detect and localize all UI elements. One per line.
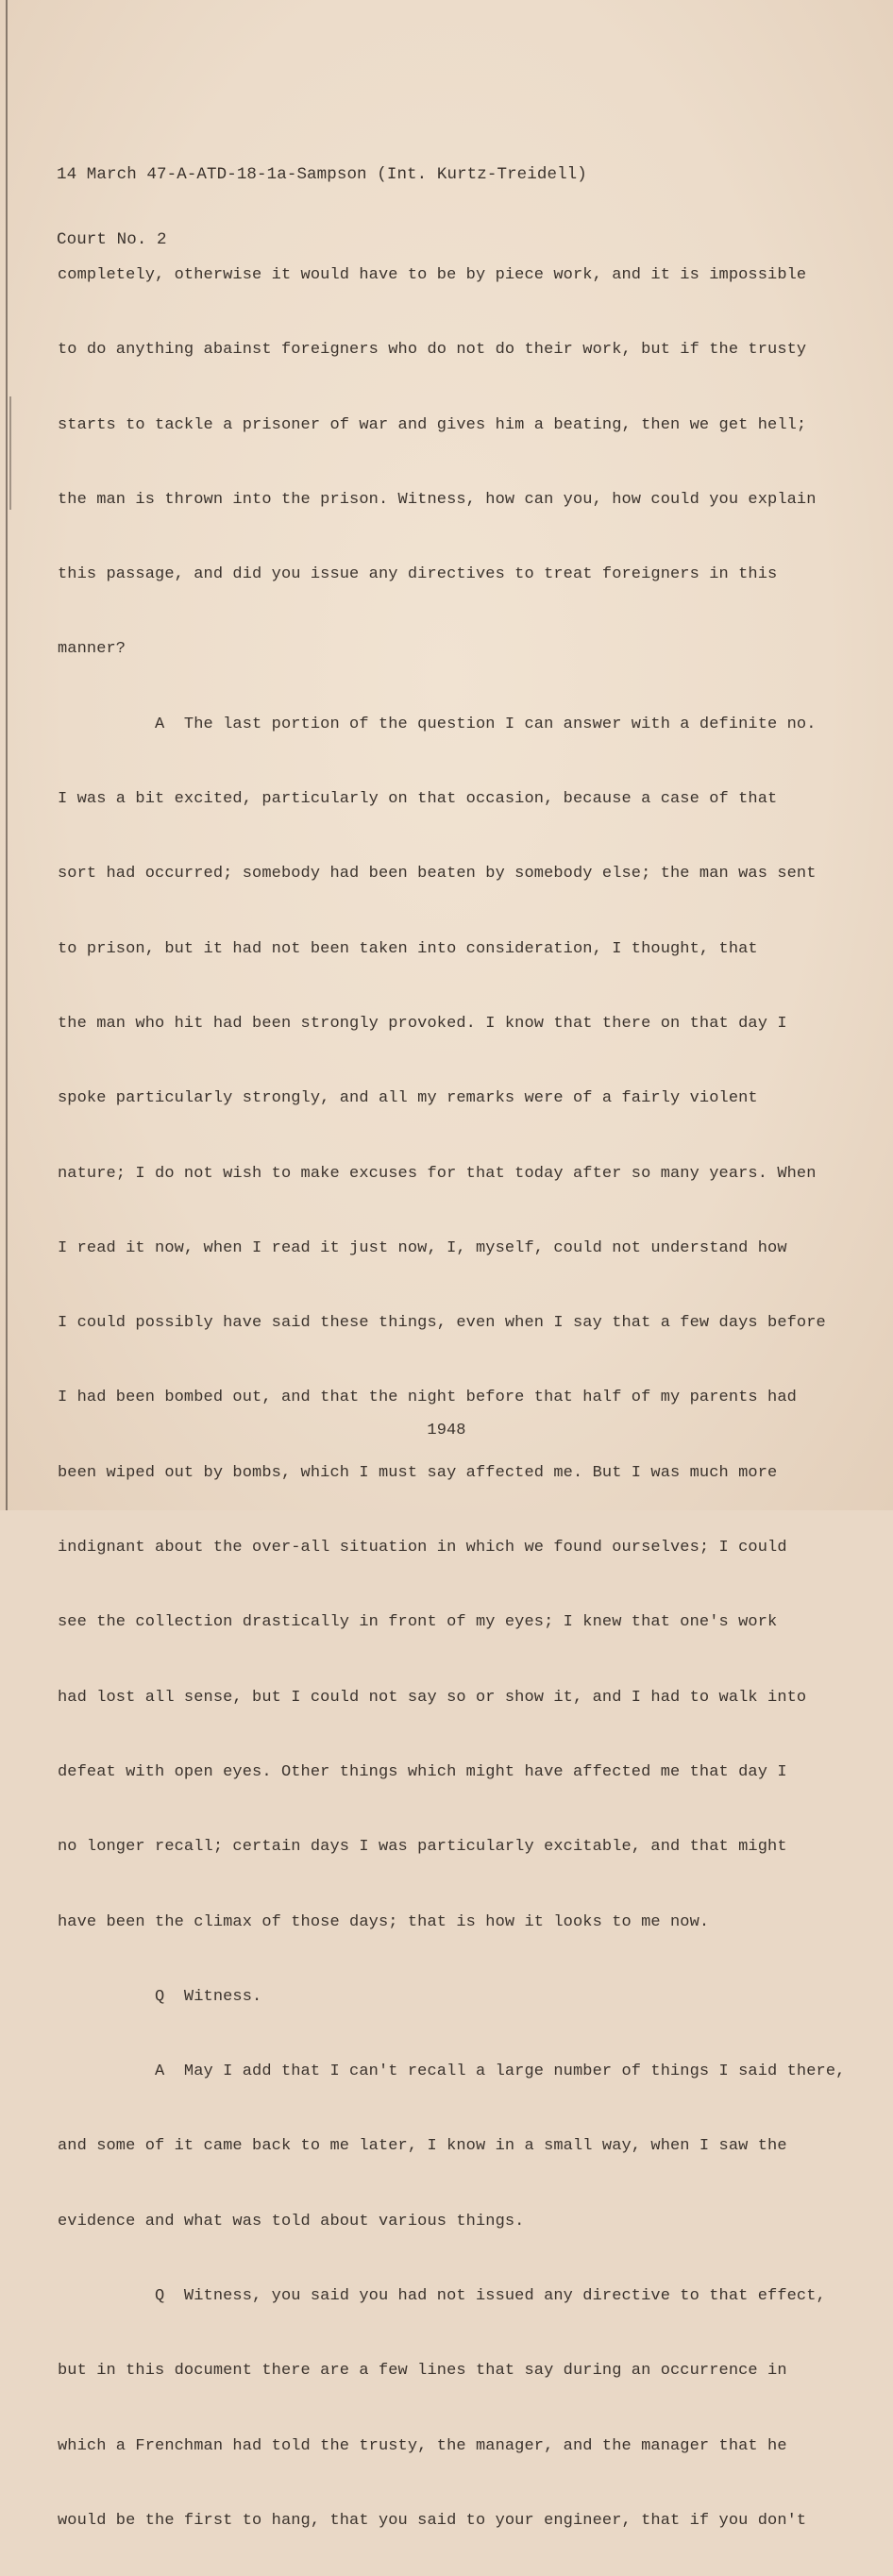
body-line: spoke particularly strongly, and all my remarks were of a fairly violent (58, 1089, 758, 1108)
body-line: starts to tackle a prisoner of war and gives him a beating, then we get hell; (58, 415, 807, 434)
body-line: I was a bit excited, particularly on that occasion, because a case of that (58, 790, 778, 809)
body-line: I had been bombed out, and that the night before that half of my parents had (58, 1389, 797, 1407)
body-line: defeat with open eyes. Other things which might have affected me that day I (58, 1762, 787, 1781)
body-line: nature; I do not wish to make excuses for that today after so many years. When (58, 1164, 817, 1183)
transcript-body (58, 220, 869, 2576)
body-line: to prison, but it had not been taken into consideration, I thought, that (58, 939, 758, 958)
body-line: Q Witness. (58, 1987, 262, 2006)
body-line: sort had occurred; somebody had been beaten by somebody else; the man was sent (58, 865, 817, 884)
body-line: I could possibly have said these things, even when I say that a few days before (58, 1314, 826, 1333)
body-line: to do anything abainst foreigners who do not do their work, but if the trusty (58, 341, 807, 360)
body-line: Q Witness, you said you had not issued any directive to that effect, (58, 2287, 826, 2306)
body-line: indignant about the over-all situation in which we found ourselves; I could (58, 1539, 787, 1557)
body-line: no longer recall; certain days I was particularly excitable, and that might (58, 1838, 787, 1857)
body-line: the man is thrown into the prison. Witness, how can you, how could you explain (58, 490, 817, 509)
body-line: would be the first to hang, that you said to your engineer, that if you don't (58, 2511, 807, 2530)
body-line: see the collection drastically in front of my eyes; I knew that one's work (58, 1613, 778, 1632)
body-line: manner? (58, 640, 126, 659)
binding-edge (6, 0, 15, 1510)
body-line: A The last portion of the question I can answer with a definite no. (58, 715, 817, 733)
body-line: this passage, and did you issue any directives to treat foreigners in this (58, 565, 778, 584)
page-number: 1948 (427, 1422, 466, 1440)
body-line: but in this document there are a few lines that say during an occurrence in (58, 2362, 787, 2381)
body-line: have been the climax of those days; that is how it looks to me now. (58, 1912, 710, 1931)
header-line-1: 14 March 47-A-ATD-18-1a-Sampson (Int. Kurtz-Treidell) (57, 165, 587, 184)
body-line: A May I add that I can't recall a large number of things I said there, (58, 2062, 846, 2081)
body-line: and some of it came back to me later, I know in a small way, when I saw the (58, 2137, 787, 2156)
body-line: I read it now, when I read it just now, I, myself, could not understand how (58, 1238, 787, 1257)
body-line: had lost all sense, but I could not say so or show it, and I had to walk into (58, 1688, 807, 1707)
body-line: been wiped out by bombs, which I must say affected me. But I was much more (58, 1463, 778, 1482)
body-line: which a Frenchman had told the trusty, the manager, and the manager that he (58, 2436, 787, 2455)
body-line: the man who hit had been strongly provoked. I know that there on that day I (58, 1014, 787, 1033)
body-line: completely, otherwise it would have to be by piece work, and it is impossible (58, 266, 807, 284)
body-line: evidence and what was told about various things. (58, 2212, 525, 2231)
header-line-2: Court No. 2 (57, 230, 167, 249)
